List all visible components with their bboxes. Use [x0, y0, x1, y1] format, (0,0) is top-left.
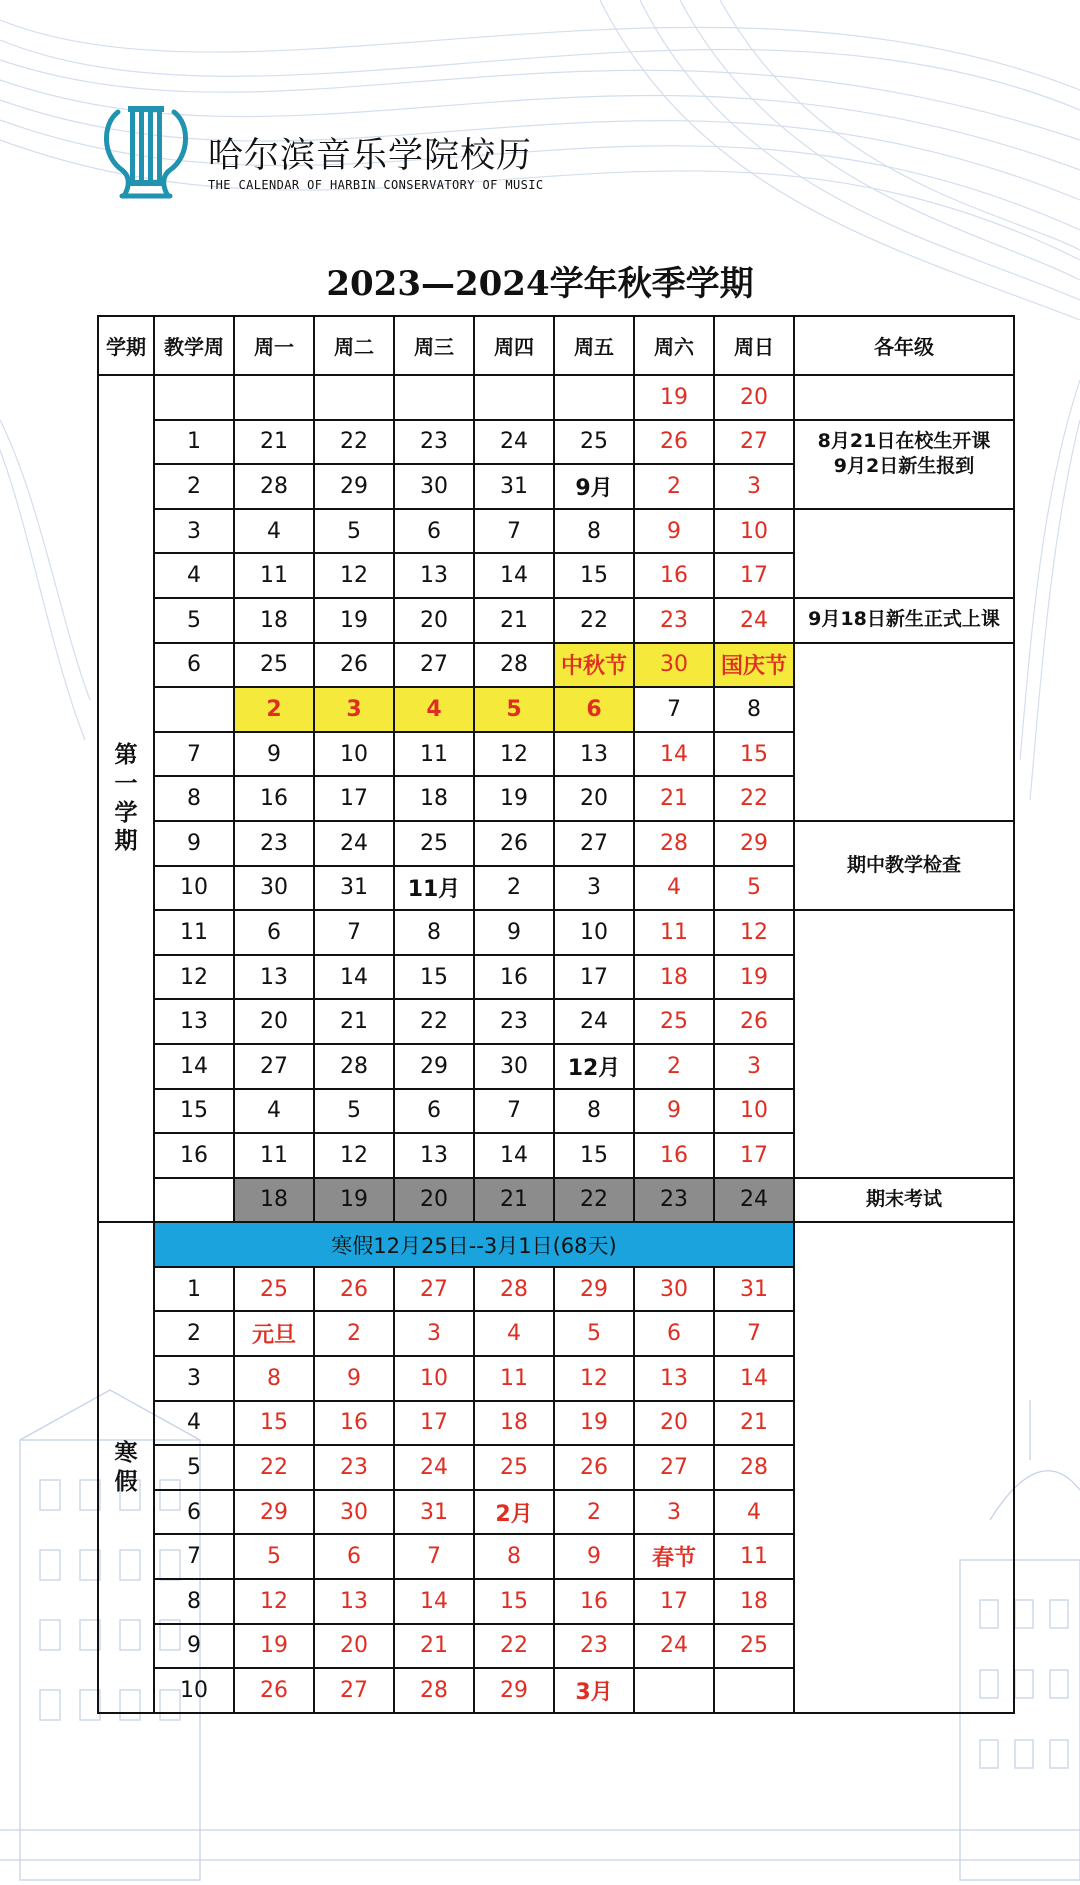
winter-label-char: 假 — [114, 1468, 138, 1495]
day-cell: 24 — [634, 1624, 714, 1669]
week-row — [98, 375, 1014, 420]
day-cell: 23 — [394, 420, 474, 465]
day-cell: 15 — [234, 1401, 314, 1446]
day-cell — [394, 375, 474, 420]
day-cell: 22 — [474, 1624, 554, 1669]
page-title: 2023—2024学年秋季学期 — [326, 264, 754, 304]
day-cell: 29 — [314, 464, 394, 509]
day-cell: 中秋节 — [554, 643, 634, 688]
day-cell: 13 — [234, 955, 314, 1000]
day-cell: 18 — [234, 1178, 314, 1223]
column-header: 周一 — [234, 316, 314, 375]
day-cell: 9月 — [554, 464, 634, 509]
day-cell — [714, 1668, 794, 1713]
note-text: 9月2日新生报到 — [833, 455, 975, 478]
week-number: 10 — [154, 1668, 234, 1713]
day-cell: 22 — [554, 598, 634, 643]
day-cell: 24 — [714, 1178, 794, 1223]
day-cell: 26 — [474, 821, 554, 866]
day-cell: 4 — [474, 1311, 554, 1356]
note-cell: 期末考试 — [794, 1178, 1014, 1223]
day-cell: 10 — [714, 509, 794, 554]
day-cell: 3 — [314, 687, 394, 732]
week-number: 1 — [154, 1267, 234, 1312]
day-cell: 13 — [554, 732, 634, 777]
day-cell: 7 — [314, 910, 394, 955]
day-cell: 6 — [634, 1311, 714, 1356]
day-cell: 4 — [394, 687, 474, 732]
day-cell: 25 — [634, 999, 714, 1044]
day-cell: 16 — [234, 776, 314, 821]
day-cell: 20 — [314, 1624, 394, 1669]
column-header: 周三 — [394, 316, 474, 375]
day-cell: 23 — [314, 1445, 394, 1490]
day-cell — [554, 375, 634, 420]
semester-1-label — [98, 375, 154, 1222]
day-cell: 25 — [234, 1267, 314, 1312]
day-cell: 26 — [234, 1668, 314, 1713]
day-cell: 26 — [314, 643, 394, 688]
day-cell: 11 — [474, 1356, 554, 1401]
column-header: 周五 — [554, 316, 634, 375]
day-cell: 11月 — [394, 866, 474, 911]
week-number: 13 — [154, 999, 234, 1044]
day-cell: 4 — [234, 1089, 314, 1134]
day-cell: 24 — [394, 1445, 474, 1490]
day-cell — [474, 375, 554, 420]
column-header: 周二 — [314, 316, 394, 375]
column-header: 周六 — [634, 316, 714, 375]
day-cell: 10 — [554, 910, 634, 955]
day-cell: 12 — [314, 1133, 394, 1178]
semester-label-char: 学 — [114, 799, 138, 826]
day-cell: 24 — [314, 821, 394, 866]
day-cell: 30 — [634, 1267, 714, 1312]
day-cell: 11 — [394, 732, 474, 777]
school-subtitle: THE CALENDAR OF HARBIN CONSERVATORY OF MUSIC — [208, 178, 544, 192]
day-cell: 20 — [714, 375, 794, 420]
day-cell: 17 — [714, 553, 794, 598]
header-row — [98, 316, 1014, 375]
week-number — [154, 1178, 234, 1223]
week-number: 8 — [154, 1579, 234, 1624]
week-number — [154, 375, 234, 420]
day-cell: 25 — [474, 1445, 554, 1490]
day-cell: 2 — [634, 1044, 714, 1089]
day-cell: 21 — [234, 420, 314, 465]
note-cell — [794, 910, 1014, 1178]
week-row — [98, 420, 1014, 465]
day-cell: 17 — [714, 1133, 794, 1178]
day-cell — [234, 375, 314, 420]
note-cell — [794, 420, 1014, 509]
day-cell: 22 — [394, 999, 474, 1044]
day-cell: 19 — [474, 776, 554, 821]
week-number: 2 — [154, 1311, 234, 1356]
day-cell: 23 — [474, 999, 554, 1044]
day-cell: 9 — [554, 1534, 634, 1579]
day-cell: 16 — [634, 1133, 714, 1178]
day-cell: 20 — [634, 1401, 714, 1446]
day-cell: 30 — [474, 1044, 554, 1089]
day-cell: 2 — [314, 1311, 394, 1356]
day-cell: 30 — [234, 866, 314, 911]
week-number: 4 — [154, 553, 234, 598]
day-cell: 11 — [714, 1534, 794, 1579]
note-cell — [794, 643, 1014, 821]
day-cell: 8 — [394, 910, 474, 955]
winter-banner-row — [98, 1222, 1014, 1267]
week-number: 7 — [154, 1534, 234, 1579]
day-cell: 30 — [314, 1490, 394, 1535]
day-cell: 6 — [394, 1089, 474, 1134]
day-cell: 13 — [634, 1356, 714, 1401]
week-row — [98, 821, 1014, 866]
day-cell: 8 — [474, 1534, 554, 1579]
week-number: 7 — [154, 732, 234, 777]
day-cell: 2 — [234, 687, 314, 732]
day-cell: 28 — [634, 821, 714, 866]
day-cell: 17 — [554, 955, 634, 1000]
day-cell: 7 — [474, 509, 554, 554]
day-cell: 14 — [394, 1579, 474, 1624]
week-number: 15 — [154, 1089, 234, 1134]
day-cell: 20 — [394, 1178, 474, 1223]
week-number: 1 — [154, 420, 234, 465]
day-cell: 3 — [554, 866, 634, 911]
day-cell: 7 — [634, 687, 714, 732]
day-cell: 22 — [554, 1178, 634, 1223]
day-cell: 27 — [394, 643, 474, 688]
day-cell: 3 — [394, 1311, 474, 1356]
week-number: 14 — [154, 1044, 234, 1089]
day-cell: 28 — [314, 1044, 394, 1089]
day-cell: 15 — [714, 732, 794, 777]
day-cell: 18 — [234, 598, 314, 643]
week-number: 10 — [154, 866, 234, 911]
week-number: 5 — [154, 1445, 234, 1490]
day-cell: 22 — [234, 1445, 314, 1490]
column-header: 周日 — [714, 316, 794, 375]
day-cell: 7 — [394, 1534, 474, 1579]
day-cell: 12 — [314, 553, 394, 598]
day-cell: 29 — [234, 1490, 314, 1535]
day-cell: 23 — [634, 598, 714, 643]
note-cell — [794, 509, 1014, 598]
day-cell: 24 — [554, 999, 634, 1044]
day-cell: 12 — [714, 910, 794, 955]
week-number: 3 — [154, 509, 234, 554]
day-cell: 31 — [394, 1490, 474, 1535]
day-cell: 23 — [234, 821, 314, 866]
day-cell: 6 — [394, 509, 474, 554]
day-cell: 22 — [714, 776, 794, 821]
day-cell: 18 — [474, 1401, 554, 1446]
note-cell — [794, 1222, 1014, 1713]
week-row — [98, 910, 1014, 955]
day-cell: 31 — [314, 866, 394, 911]
day-cell: 17 — [634, 1579, 714, 1624]
day-cell: 23 — [634, 1178, 714, 1223]
day-cell: 5 — [314, 1089, 394, 1134]
day-cell: 9 — [234, 732, 314, 777]
day-cell: 31 — [474, 464, 554, 509]
day-cell: 16 — [474, 955, 554, 1000]
day-cell: 12 — [474, 732, 554, 777]
day-cell: 20 — [234, 999, 314, 1044]
note-cell — [794, 375, 1014, 420]
day-cell: 17 — [394, 1401, 474, 1446]
week-row — [98, 1178, 1014, 1223]
day-cell — [634, 1668, 714, 1713]
day-cell: 17 — [314, 776, 394, 821]
school-title: 哈尔滨音乐学院校历 — [208, 136, 533, 176]
day-cell: 10 — [394, 1356, 474, 1401]
week-number: 2 — [154, 464, 234, 509]
day-cell: 春节 — [634, 1534, 714, 1579]
day-cell: 23 — [554, 1624, 634, 1669]
semester-label-char: 期 — [114, 828, 138, 855]
day-cell: 21 — [634, 776, 714, 821]
note-text: 8月21日在校生开课 — [817, 429, 991, 452]
day-cell: 20 — [394, 598, 474, 643]
week-number: 9 — [154, 1624, 234, 1669]
day-cell: 11 — [234, 1133, 314, 1178]
day-cell: 12 — [234, 1579, 314, 1624]
day-cell: 27 — [554, 821, 634, 866]
day-cell: 8 — [554, 509, 634, 554]
day-cell: 19 — [314, 1178, 394, 1223]
day-cell: 21 — [474, 1178, 554, 1223]
day-cell: 19 — [714, 955, 794, 1000]
winter-banner: 寒假12月25日--3月1日(68天) — [154, 1222, 794, 1267]
day-cell: 28 — [714, 1445, 794, 1490]
day-cell: 15 — [474, 1579, 554, 1624]
day-cell: 28 — [234, 464, 314, 509]
day-cell: 30 — [634, 643, 714, 688]
day-cell: 27 — [234, 1044, 314, 1089]
day-cell: 28 — [474, 643, 554, 688]
semester-label-char: 一 — [114, 770, 138, 797]
day-cell: 25 — [714, 1624, 794, 1669]
day-cell: 29 — [554, 1267, 634, 1312]
day-cell: 4 — [634, 866, 714, 911]
day-cell: 28 — [474, 1267, 554, 1312]
week-number: 6 — [154, 1490, 234, 1535]
column-header: 周四 — [474, 316, 554, 375]
column-header: 教学周 — [154, 316, 234, 375]
day-cell: 29 — [474, 1668, 554, 1713]
week-row — [98, 643, 1014, 688]
day-cell: 25 — [394, 821, 474, 866]
day-cell: 24 — [714, 598, 794, 643]
day-cell: 29 — [714, 821, 794, 866]
day-cell: 12 — [554, 1356, 634, 1401]
day-cell: 26 — [634, 420, 714, 465]
day-cell: 19 — [314, 598, 394, 643]
day-cell: 29 — [394, 1044, 474, 1089]
day-cell: 19 — [234, 1624, 314, 1669]
day-cell: 9 — [634, 1089, 714, 1134]
day-cell: 5 — [554, 1311, 634, 1356]
day-cell: 25 — [554, 420, 634, 465]
day-cell: 14 — [314, 955, 394, 1000]
day-cell: 6 — [554, 687, 634, 732]
day-cell: 8 — [554, 1089, 634, 1134]
day-cell: 14 — [714, 1356, 794, 1401]
day-cell: 19 — [554, 1401, 634, 1446]
day-cell: 2月 — [474, 1490, 554, 1535]
day-cell: 3月 — [554, 1668, 634, 1713]
day-cell: 15 — [554, 1133, 634, 1178]
day-cell: 26 — [554, 1445, 634, 1490]
day-cell: 5 — [474, 687, 554, 732]
day-cell: 5 — [234, 1534, 314, 1579]
day-cell: 25 — [234, 643, 314, 688]
day-cell: 元旦 — [234, 1311, 314, 1356]
day-cell: 2 — [634, 464, 714, 509]
day-cell: 16 — [634, 553, 714, 598]
day-cell: 18 — [394, 776, 474, 821]
note-cell: 9月18日新生正式上课 — [794, 598, 1014, 643]
day-cell: 14 — [474, 553, 554, 598]
day-cell — [314, 375, 394, 420]
day-cell: 6 — [234, 910, 314, 955]
day-cell: 3 — [714, 464, 794, 509]
day-cell: 21 — [474, 598, 554, 643]
column-header: 各年级 — [794, 316, 1014, 375]
day-cell: 27 — [714, 420, 794, 465]
day-cell: 9 — [474, 910, 554, 955]
day-cell: 24 — [474, 420, 554, 465]
week-number: 5 — [154, 598, 234, 643]
day-cell: 8 — [714, 687, 794, 732]
day-cell: 21 — [394, 1624, 474, 1669]
day-cell: 16 — [314, 1401, 394, 1446]
day-cell: 11 — [234, 553, 314, 598]
week-row — [98, 509, 1014, 554]
winter-label — [98, 1222, 154, 1713]
day-cell: 30 — [394, 464, 474, 509]
day-cell: 15 — [394, 955, 474, 1000]
week-number — [154, 687, 234, 732]
day-cell: 21 — [314, 999, 394, 1044]
day-cell: 18 — [714, 1579, 794, 1624]
day-cell: 6 — [314, 1534, 394, 1579]
day-cell: 13 — [394, 1133, 474, 1178]
day-cell: 13 — [314, 1579, 394, 1624]
day-cell: 3 — [634, 1490, 714, 1535]
calendar-table — [97, 315, 1015, 1714]
lyre-logo-icon — [100, 104, 192, 204]
day-cell: 19 — [634, 375, 714, 420]
day-cell: 10 — [714, 1089, 794, 1134]
day-cell: 9 — [634, 509, 714, 554]
day-cell: 4 — [714, 1490, 794, 1535]
day-cell: 11 — [634, 910, 714, 955]
note-cell: 期中教学检查 — [794, 821, 1014, 910]
day-cell: 7 — [474, 1089, 554, 1134]
day-cell: 18 — [634, 955, 714, 1000]
day-cell: 5 — [714, 866, 794, 911]
week-row — [98, 598, 1014, 643]
day-cell: 28 — [394, 1668, 474, 1713]
day-cell: 22 — [314, 420, 394, 465]
week-number: 11 — [154, 910, 234, 955]
day-cell: 3 — [714, 1044, 794, 1089]
day-cell: 21 — [714, 1401, 794, 1446]
day-cell: 27 — [394, 1267, 474, 1312]
day-cell: 8 — [234, 1356, 314, 1401]
week-number: 4 — [154, 1401, 234, 1446]
day-cell: 26 — [314, 1267, 394, 1312]
day-cell: 13 — [394, 553, 474, 598]
week-number: 3 — [154, 1356, 234, 1401]
week-number: 16 — [154, 1133, 234, 1178]
semester-label-char: 第 — [114, 742, 138, 769]
day-cell: 26 — [714, 999, 794, 1044]
day-cell: 7 — [714, 1311, 794, 1356]
day-cell: 4 — [234, 509, 314, 554]
day-cell: 16 — [554, 1579, 634, 1624]
day-cell: 10 — [314, 732, 394, 777]
day-cell: 27 — [314, 1668, 394, 1713]
day-cell: 14 — [474, 1133, 554, 1178]
day-cell: 5 — [314, 509, 394, 554]
day-cell: 27 — [634, 1445, 714, 1490]
day-cell: 20 — [554, 776, 634, 821]
week-number: 9 — [154, 821, 234, 866]
day-cell: 12月 — [554, 1044, 634, 1089]
week-number: 8 — [154, 776, 234, 821]
day-cell: 国庆节 — [714, 643, 794, 688]
day-cell: 15 — [554, 553, 634, 598]
day-cell: 31 — [714, 1267, 794, 1312]
winter-label-char: 寒 — [114, 1439, 138, 1466]
day-cell: 14 — [634, 732, 714, 777]
day-cell: 9 — [314, 1356, 394, 1401]
week-number: 6 — [154, 643, 234, 688]
day-cell: 2 — [554, 1490, 634, 1535]
column-header: 学期 — [98, 316, 154, 375]
day-cell: 2 — [474, 866, 554, 911]
week-number: 12 — [154, 955, 234, 1000]
